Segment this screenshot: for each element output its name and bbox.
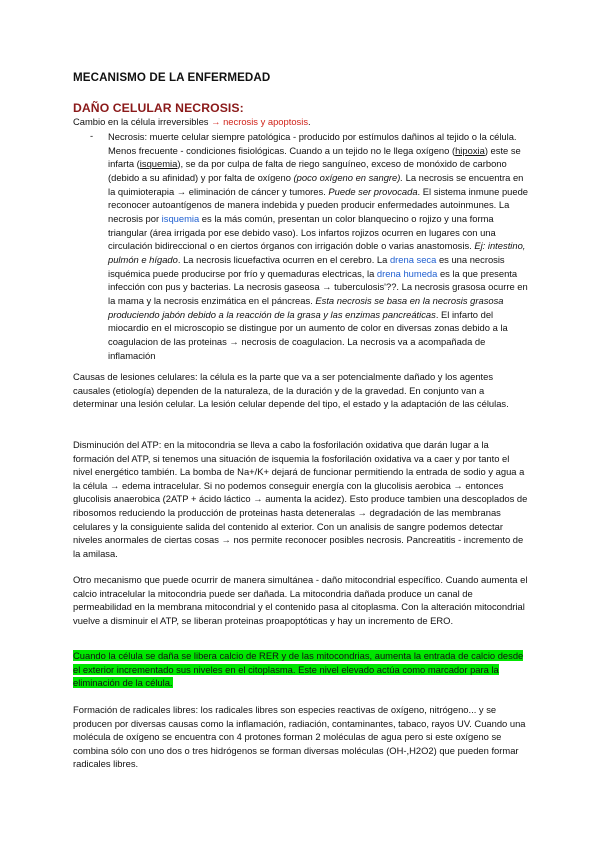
intro-end: . xyxy=(308,116,311,127)
section-heading: DAÑO CELULAR NECROSIS: xyxy=(73,101,244,115)
text-run: es una necrosis isquémica puede producirse por frío y quemaduras electricas, la xyxy=(108,253,505,279)
term-drena-seca: drena seca xyxy=(389,253,437,265)
intro-text: Cambio en la célula irreversibles xyxy=(73,116,212,127)
text-run: . El sistema inmune puede reconocer autoantígenos de manera indebida y pueden producir enfermedades autoinmunes. La necrosis por xyxy=(108,185,529,224)
italic-run: (poco oxígeno en sangre). xyxy=(293,171,403,183)
italic-run: Puede ser provocada xyxy=(328,185,418,197)
text-run: ) este se infarta ( xyxy=(108,144,521,170)
text-run: . La necrosis licuefactiva ocurren en el cerebro. La xyxy=(177,253,390,265)
paragraph-mitocondria: Otro mecanismo que puede ocurrir de manera simultánea - daño mitocondrial específico. Cuando aumenta el calcio intracelular la mitocondria puede ser dañada. La mitocondria dañada produce un canal de permeabilidad en la membrana mitocondrial y el contenido pasa al citoplasma. Con la alteración mitocondrial vuelve a disminuir el ATP, se liberan proteinas proapoptóticas y hay un incremento de ERO. xyxy=(73,574,528,626)
text-run: Necrosis: muerte celular siempre patológica - producido por estímulos dañinos al tejido o la célula. Menos frecuente - condiciones fisiológicas. Cuando a un tejido no le llega oxígeno ( xyxy=(108,131,517,156)
paragraph-atp: Disminución del ATP: en la mitocondria se lleva a cabo la fosforilación oxidativa que darán lugar a la formación del ATP, si tenemos una situación de isquemia la fosforilación oxidativa va a caer y por tanto el nivel energético también. La bomba de Na+/K+ dejará de funcionar permitiendo la entrada de sodio y agua a la célula → edema intracelular. Si no podemos conseguir energía con la glucolisis aerobica → entonces glucolisis anaerobica (2ATP + ácido láctico → aumenta la acidez). Esto produce tambien una descoplados de ribosomos reduciendo la producción de proteinas hasta deteneralas → degradación de las membranas celulares y la consiguiente salida del contenido al exterior. Con un analisis de sangre podemos detectar niveles anormales de ciertas cosas → nos permite reconocer posibles necrosis. Pancreatitis - incremento de la amilasa. xyxy=(73,439,528,559)
text-run: ), se da por culpa de falta de riego sanguíneo, exceso de monóxido de carbono (debido a su afinidad) y por falta de oxígeno xyxy=(108,158,507,183)
term-isquemia: isquemia xyxy=(139,158,178,170)
term-hipoxia: hipoxia xyxy=(455,144,485,156)
intro-arrow: → xyxy=(211,116,224,127)
highlighted-text: Cuando la célula se daña se libera calcio de RER y de las mitocondrias, aumenta la entrada de calcio desde el exterior incrementado sus niveles en el citoplasma. Este nivel elevado actúa como marcador para la eliminación de la célula. xyxy=(73,650,524,689)
paragraph-causas: Causas de lesiones celulares: la célula es la parte que va a ser potencialmente dañado y los agentes causales (etiología) dependen de la naturaleza, de la duración y de la gravedad. En conjunto van a determinar una lesión celular. La lesión celular depende del tipo, el estado y la adaptación de las células. xyxy=(73,371,509,410)
paragraph-radicales: Formación de radicales libres: los radicales libres son especies reactivas de oxígeno, nitrógeno... y se producen por diversas causas como la inflamación, radiación, contaminantes, tabaco, rayos UV. Cuando una molécula de oxígeno se encuentra con 4 protones forman 2 moléculas de agua pero si este oxígeno se combina sólo con uno dos o tres hidrógenos se forman diversas moléculas (OH-,H2O2) que pueden formar radicales libres. xyxy=(73,704,526,770)
document-title: MECANISMO DE LA ENFERMEDAD xyxy=(73,71,271,84)
italic-run: Ej: intestino, pulmón e hígado xyxy=(108,240,526,265)
intro-line xyxy=(73,116,311,128)
text-run: La necrosis se encuentra en la quimioterapia → eliminación de cáncer y tumores. xyxy=(108,171,524,197)
paragraph-calcio-highlighted xyxy=(73,649,528,690)
bullet-dash: - xyxy=(90,130,94,141)
text-run: es la más común, presentan un color blanquecino o rojizo y una forma triangular (área irrigada por ese debido vaso). Los infartos rojizos ocurren en lugares con una circulación bidireccional o en ciertos órganos con irrigación doble o varias anastomosis. xyxy=(108,212,496,252)
term-isquemia-blue: isquemia xyxy=(161,212,200,224)
term-drena-humeda: drena humeda xyxy=(376,267,438,279)
text-run: . El infarto del miocardio en el microscopio se distingue por un aumento de color en diversas zonas debido a la coagulacion de las proteinas → necrosis de coagulacion. La necrosis va a acompañada de inflamación xyxy=(108,308,508,361)
intro-red-text: necrosis y apoptosis xyxy=(223,116,309,127)
necrosis-bullet-text xyxy=(108,130,530,362)
italic-run: Esta necrosis se basa en la necrosis grasosa produciendo jabón debido a la reacción de la grasa y las enzimas pancreáticas xyxy=(108,294,504,320)
text-run: es la que presenta infección con pus y bacterias. La necrosis gaseosa → tuberculosis'??. La necrosis grasosa ocurre en la mama y la necrosis enzimática en el páncreas. xyxy=(108,267,528,306)
